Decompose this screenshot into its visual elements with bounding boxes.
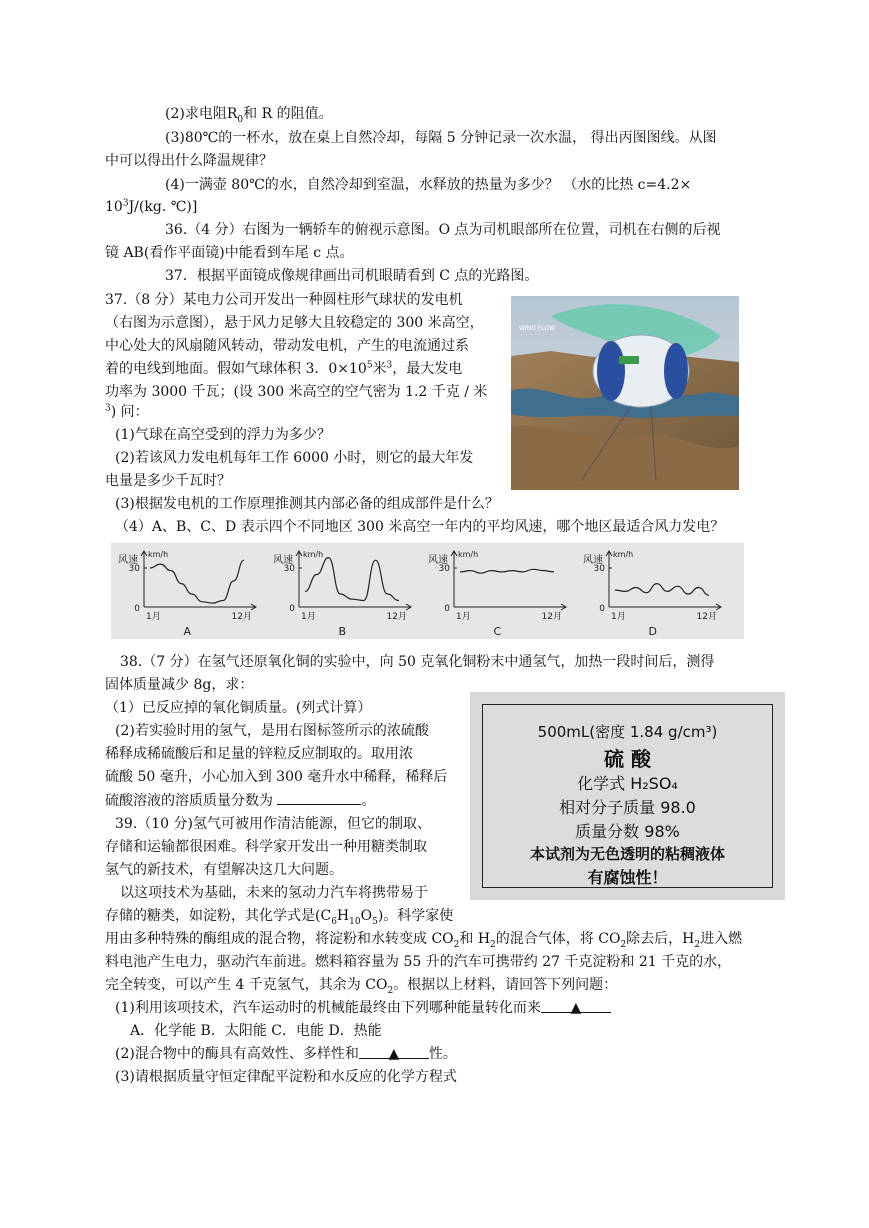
tick-label-30: 30	[438, 564, 450, 574]
series-line-A	[150, 560, 244, 603]
tick-label-30: 30	[283, 564, 295, 574]
series-line-C	[460, 569, 554, 573]
q39-line3: 氢气的新技术，有望解决这几大问题。	[105, 862, 343, 878]
x-start-label: 1月	[611, 612, 626, 622]
x-end-label: 12月	[231, 612, 252, 622]
wind-flow-caption: WIND FLOW	[519, 325, 555, 332]
q35-part3-line1: (3)80℃的一杯水，放在桌上自然冷却，每隔 5 分钟记录一次水温， 得出丙图图线。从图	[165, 130, 717, 146]
answer-blank-1[interactable]: ▲	[541, 998, 611, 1013]
label-warning: 有腐蚀性！	[587, 868, 668, 887]
q39-sub2: (2)混合物中的酶具有高效性、多样性和 ▲ 性。	[115, 1046, 457, 1062]
q39-line1: 39.（10 分)氢气可被用作清洁能源，但它的制取、	[115, 816, 431, 832]
q35-part4-line1: (4)一满壶 80℃的水，自然冷却到室温，水释放的热量为多少？ （水的比热 c=4.2×	[165, 177, 692, 193]
q38-sub2-line3: 硫酸 50 毫升，小心加入到 300 毫升水中稀释，稀释后	[105, 769, 448, 785]
q37-sub4: （4）A、B、C、D 表示四个不同地区 300 米高空一年内的平均风速，哪个地区最适合风力发电？	[115, 519, 725, 535]
label-name: 硫 酸	[604, 747, 651, 771]
label-formula: 化学式 H₂SO₄	[577, 774, 678, 793]
tick-label-0: 0	[289, 604, 295, 614]
q39-options: A．化学能 B．太阳能 C．电能 D．热能	[130, 1023, 382, 1039]
q39-line2: 存储和运输都很困难。科学家开发出一种用糖类制取	[105, 839, 427, 855]
x-end-label: 12月	[541, 612, 562, 622]
q37-line3: 中心处大的风扇随风转动，带动发电机，产生的电流通过系	[105, 338, 469, 354]
q37-line4: 着的电线到地面。假如气球体积 3．$0\times 10^5$米$^3$，最大发电	[105, 360, 463, 377]
series-line-D	[615, 584, 709, 596]
label-description: 本试剂为无色透明的粘稠液体	[529, 845, 725, 863]
wind-speed-chart-svg	[111, 543, 744, 639]
y-axis-label: 风速	[273, 555, 293, 566]
q38-line1: 38.（7 分）在氢气还原氧化铜的实验中，向 50 克氧化铜粉末中通氢气，加热一段时间后，测得	[120, 654, 715, 670]
q37-line2: （右图为示意图），悬于风力足够大且较稳定的 300 米高空，	[105, 315, 484, 331]
q39-line7: 料电池产生电力，驱动汽车前进。燃料箱容量为 55 升的汽车可携带约 27 千克淀粉和 21 千克的水，	[105, 954, 732, 970]
q39-sub3: (3)请根据质量守恒定律配平淀粉和水反应的化学方程式	[115, 1069, 457, 1085]
q35-part3-line2: 中可以得出什么降温规律？	[105, 153, 273, 169]
x-end-label: 12月	[696, 612, 717, 622]
label-mass-fraction: 质量分数 98%	[575, 822, 680, 841]
q39-line5: 存储的糖类，如淀粉，其化学式是$(C_6H_{10}O_5)$。科学家使	[105, 908, 454, 927]
tick-label-0: 0	[599, 604, 605, 614]
tick-label-0: 0	[134, 604, 140, 614]
q37-sub3: (3)根据发电机的工作原理推测其内部必备的组成部件是什么？	[115, 496, 499, 512]
sulfuric-acid-label	[470, 692, 785, 900]
series-line-B	[305, 558, 399, 601]
answer-blank[interactable]	[277, 790, 361, 805]
q35-part4-line2: $10^3J/(kg$. ℃)]	[105, 198, 198, 215]
q38-sub1: （1）已反应掉的氧化铜质量。(列式计算）	[105, 700, 372, 716]
q38-sub2-line1: (2)若实验时用的氢气，是用右图标签所示的浓硫酸	[115, 723, 429, 739]
y-axis-label: 风速	[428, 555, 448, 566]
label-volume-density: 500mL(密度 1.84 g/cm³)	[537, 723, 718, 741]
unit-label: km/h	[458, 550, 479, 559]
unit-label: km/h	[613, 550, 634, 559]
q38-line2: 固体质量减少 8g，求：	[105, 677, 254, 693]
tick-label-30: 30	[593, 564, 605, 574]
y-axis-label: 风速	[583, 555, 603, 566]
q37-sub1: (1)气球在高空受到的浮力为多少？	[115, 427, 331, 443]
tick-label-30: 30	[128, 564, 140, 574]
answer-blank-2[interactable]: ▲	[359, 1044, 429, 1059]
q39-line6: 用由多种特殊的酶组成的混合物，将淀粉和水转变成 $CO_2$和 $H_2$的混合气体，将 $CO_2$除去后，$H_2$进入燃	[105, 931, 743, 950]
q37-line1: 37.（8 分）某电力公司开发出一种圆柱形气球状的发电机	[105, 292, 463, 308]
q36-line2: 镜 AB(看作平面镜)中能看到车尾 c 点。	[105, 245, 354, 261]
x-start-label: 1月	[456, 612, 471, 622]
tick-label-0: 0	[444, 604, 450, 614]
q37-mirror-task: 37．根据平面镜成像规律画出司机眼睛看到 C 点的光路图。	[165, 268, 539, 284]
chart-letter-B: B	[338, 625, 347, 638]
q39-line8: 完全转变，可以产生 4 千克氢气，其余为 $CO_2$。根据以上材料，请回答下列问题：	[105, 977, 618, 996]
q38-sub2-line2: 稀释成稀硫酸后和足量的锌粒反应制取的。取用浓	[105, 746, 413, 762]
y-axis-label: 风速	[118, 555, 138, 566]
q39-line4: 以这项技术为基础，未来的氢动力汽车将携带易于	[120, 885, 428, 901]
q38-sub2-line4: 硫酸溶液的溶质质量分数为 。	[105, 790, 375, 811]
unit-label: km/h	[148, 550, 169, 559]
balloon-generator-photo	[511, 296, 739, 490]
x-start-label: 1月	[146, 612, 161, 622]
x-start-label: 1月	[301, 612, 316, 622]
chart-letter-C: C	[493, 625, 502, 638]
label-molar-mass: 相对分子质量 98.0	[559, 798, 696, 817]
x-end-label: 12月	[386, 612, 407, 622]
q37-line6: $^3$) 问：	[105, 403, 149, 420]
label-frame	[482, 704, 773, 888]
q37-sub2-line2: 电量是多少千瓦时？	[105, 473, 231, 489]
q36-line1: 36.（4 分）右图为一辆轿车的俯视示意图。O 点为司机眼部所在位置，司机在右侧的后视	[165, 222, 721, 238]
q39-sub1: (1)利用该项技术，汽车运动时的机械能最终由下列哪种能量转化而来 ▲	[115, 998, 611, 1018]
wind-speed-charts	[111, 543, 744, 639]
unit-label: km/h	[303, 550, 324, 559]
q37-line5: 功率为 3000 千瓦；(设 300 米高空的空气密为 1.2 千克 / 米	[105, 384, 488, 400]
q37-sub2-line1: (2)若该风力发电机每年工作 6000 小时，则它的最大年发	[115, 450, 474, 466]
q35-part2: (2)求电阻$R_0$和 R 的阻值。	[165, 106, 333, 125]
chart-letter-D: D	[648, 625, 657, 638]
chart-letter-A: A	[183, 625, 192, 638]
